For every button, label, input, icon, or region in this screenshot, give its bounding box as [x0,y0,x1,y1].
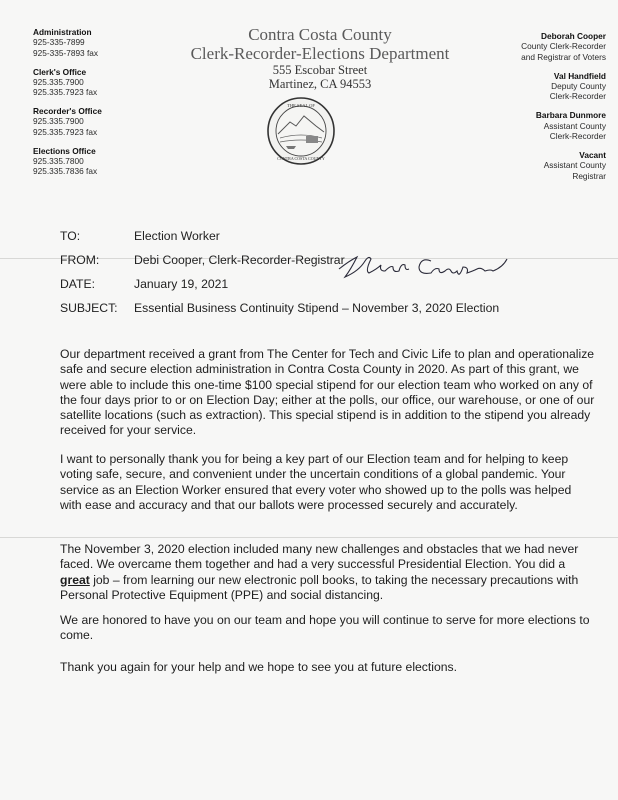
memo-label: DATE: [60,277,95,291]
paragraph-text: Our department received a grant from The Center for Tech and Civic Life to plan and operationalize safe and secure election administration in Contra Costa County in 2020. As part of this grant, we were able to include this one-time $100 special stipend for our election team who worked on any of the four days prior to or on Election Day; either at the polls, our office, our warehouse, or one of our satellite locations (such as extraction). This special stipend is in addition to the stipend you already received for your service. [60,347,595,438]
office-fax: 925.335.7836 fax [33,166,98,177]
staff-member [456,31,606,62]
memo-value: January 19, 2021 [134,277,229,291]
staff-name: Barbara Dunmore [535,110,606,121]
signature [335,249,515,283]
staff-title: Registrar [572,170,606,181]
staff-title: County Clerk-Recorder [521,41,606,52]
county-name: Contra Costa County [248,25,392,44]
text-segment: The November 3, 2020 election included many new challenges and obstacles that we had never faced. We overcame them together and had a very successful Presidential Election. You did a [60,542,579,572]
svg-text:THE SEAL OF: THE SEAL OF [287,103,315,108]
staff-title: Clerk-Recorder [549,91,606,102]
staff-member [456,150,606,181]
staff-title: Assistant County [543,160,606,171]
paragraph-text: Thank you again for your help and we hope to see you at future elections. [60,660,458,674]
staff-name: Deborah Cooper [541,31,606,41]
body-paragraph-3 [60,542,595,603]
office-phone: 925.335.7800 [33,156,84,167]
paragraph-text: We are honored to have you on our team and hope you will continue to serve for more elections to come. [60,613,590,643]
memo-label: SUBJECT: [60,301,118,315]
office-fax: 925.335.7923 fax [33,126,98,137]
svg-text:CONTRA COSTA COUNTY: CONTRA COSTA COUNTY [277,156,325,161]
office-fax: 925-335-7893 fax [33,47,99,58]
emphasized-word: great [60,572,90,587]
memo-value: Debi Cooper, Clerk-Recorder-Registrar [134,253,345,267]
office-recorder [33,106,163,137]
paper-fold-line [0,537,618,538]
staff-title: Clerk-Recorder [549,131,606,142]
office-name: Clerk's Office [33,66,87,77]
office-elections [33,146,163,177]
street-address: 555 Escobar Street [272,63,368,77]
staff-name: Val Handfield [553,70,606,81]
memo-label: TO: [60,229,81,243]
memo-value: Essential Business Continuity Stipend – November 3, 2020 Election [134,301,500,315]
staff-member [456,71,606,102]
staff-directory [456,31,606,189]
paragraph-text: I want to personally thank you for being a key part of our Election team and for helping to keep voting safe, secure, and convenient under the uncertain conditions of a global pandemic. Your service as an Election Worker ensured that every voter who showed up to the polls was helped with ease and accuracy and that our ballots were processed securely and accurately. [60,452,572,512]
office-fax: 925.335.7923 fax [33,87,98,98]
text-segment: job – from learning our new electronic poll books, to taking the necessary precautions with Personal Protective Equipment (PPE) and social distancing. [60,572,579,602]
memo-label: FROM: [60,253,100,267]
office-name: Elections Office [33,145,96,156]
body-paragraph-5 [60,660,595,675]
staff-title: Assistant County [543,120,606,131]
office-clerk [33,67,163,98]
paragraph-text [60,542,595,603]
body-paragraph-1 [60,347,595,439]
office-administration [33,27,163,58]
memo-subject [60,296,499,320]
body-paragraph-2 [60,452,595,513]
letterhead [180,25,460,91]
staff-member [456,110,606,141]
department-name: Clerk-Recorder-Elections Department [190,44,450,63]
body-paragraph-4 [60,613,595,644]
memo-to [60,224,499,248]
office-name: Recorder's Office [33,106,102,117]
county-seal-icon [266,96,336,166]
office-contacts [33,27,163,185]
office-phone: 925-335-7899 [33,37,85,48]
memo-value: Election Worker [134,229,220,243]
office-name: Administration [33,27,92,37]
office-phone: 925.335.7900 [33,116,84,127]
staff-name: Vacant [579,149,606,160]
staff-title: and Registrar of Voters [521,51,606,62]
city-address: Martinez, CA 94553 [268,77,372,91]
staff-title: Deputy County [551,81,606,92]
office-phone: 925.335.7900 [33,76,84,87]
